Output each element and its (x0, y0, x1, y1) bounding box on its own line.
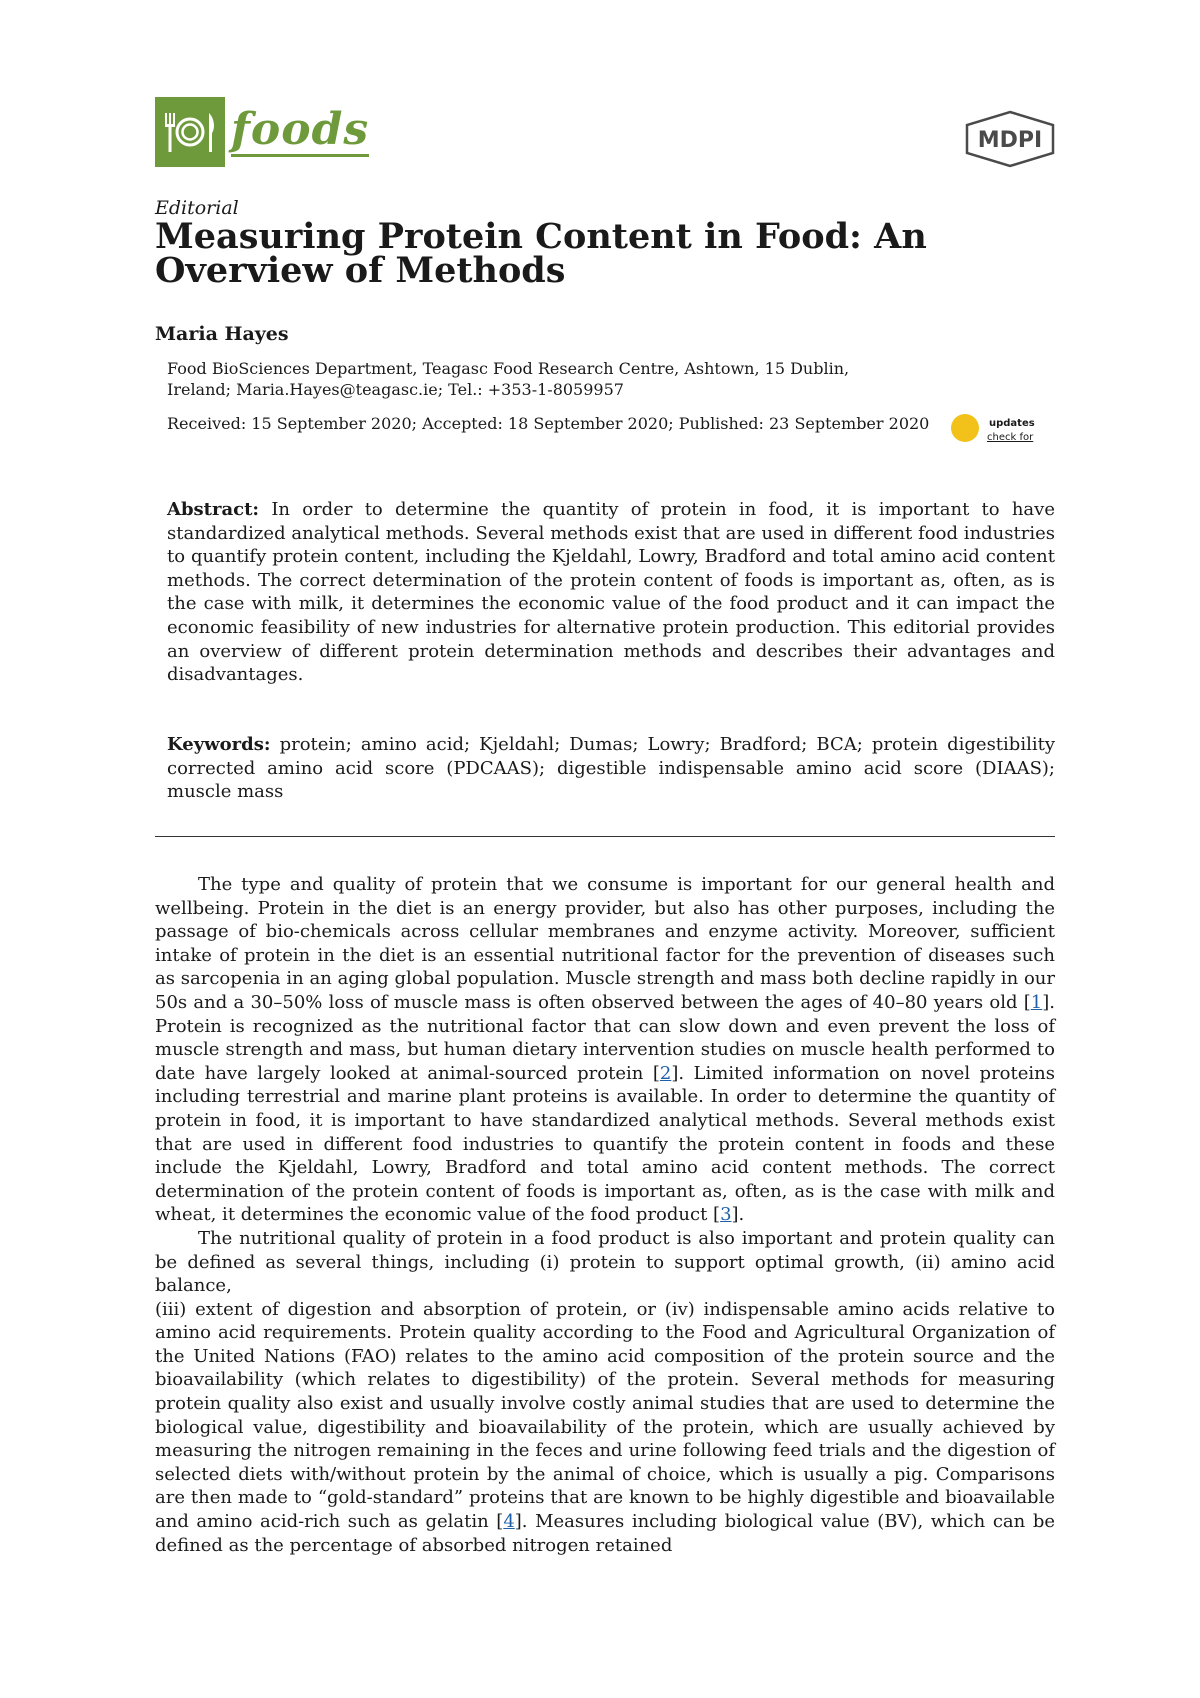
section-divider (155, 836, 1055, 837)
abstract-text: In order to determine the quantity of protein in food, it is important to have standardized analytical methods. Several methods exist that are used in different food industries to quantify protein content, including the Kjeldahl, Lowry, Bradford and total amino acid content methods. The correct determination of the protein content of foods is important as, often, as is the case with milk, it determines the economic value of the food product and it can impact the economic feasibility of new industries for alternative protein production. This editorial provides an overview of different protein determination methods and describes their advantages and disadvantages. (167, 499, 1055, 686)
abstract-label: Abstract: (167, 499, 260, 520)
text-run: ]. (731, 1204, 745, 1226)
check-updates-text-1: updates (989, 418, 1035, 429)
mdpi-logo (963, 110, 1057, 172)
keywords (167, 733, 1055, 804)
plate-cutlery-icon (155, 97, 225, 167)
text-run: The nutritional quality of protein in a food product is also important and protein quality can be defined as several things, including (i) protein to support optimal growth, (ii) amino acid balance, (155, 1227, 1055, 1297)
keywords-label: Keywords: (167, 734, 271, 755)
citation-link-4[interactable]: 4 (503, 1511, 515, 1533)
text-run: ]. Measures including biological value (BV), which can be defined as the percentage of absorbed nitrogen retained (155, 1511, 1055, 1556)
text-run: ]. Limited information on novel proteins including terrestrial and marine plant proteins is available. In order to determine the quantity of protein in food, it is important to have standardized analytical methods. Several methods exist that are used in different food industries to quantify the protein content in foods and these include the Kjeldahl, Lowry, Bradford and total amino acid content methods. The correct determination of the protein content of foods is important as, often, as is the case with milk and wheat, it determines the economic value of the food product [ (155, 1062, 1055, 1226)
abstract (167, 498, 1055, 687)
text-run: ]. Protein is recognized as the nutritional factor that can slow down and even prevent the loss of muscle strength and mass, but human dietary intervention studies on muscle health performed to date have largely looked at animal-sourced protein [ (155, 991, 1055, 1084)
publisher-name: MDPI (977, 128, 1043, 153)
paragraph (155, 1227, 1055, 1557)
body-text (155, 873, 1055, 1557)
text-run: (iii) extent of digestion and absorption of protein, or (iv) indispensable amino acids relative to amino acid requirements. Protein quality according to the Food and Agricultural Organization of the United Nations (FAO) relates to the amino acid composition of the protein source and the bioavailability (which relates to digestibility) of the protein. Several methods for measuring protein quality also exist and usually involve costly animal studies that are used to determine the biological value, digestibility and bioavailability of the protein, which are usually achieved by measuring the nitrogen remaining in the feces and urine following feed trials and the digestion of selected diets with/without protein by the animal of choice, which is usually a pig. Comparisons are then made to “gold-standard” proteins that are known to be highly digestible and bioavailable and amino acid-rich such as gelatin [ (155, 1298, 1055, 1533)
paper-title: Measuring Protein Content in Food: An Overview of Methods (155, 216, 927, 291)
journal-name: foods (231, 103, 370, 155)
author-affiliation: Food BioSciences Department, Teagasc Food Research Centre, Ashtown, 15 Dublin, Ireland; Maria.Hayes@teagasc.ie; Tel.: +353-1-8059957 (167, 359, 850, 399)
journal-logo (155, 97, 369, 167)
check-updates-text-2: check for (987, 432, 1034, 443)
author-name: Maria Hayes (155, 323, 289, 345)
article-type: Editorial (155, 197, 239, 219)
text-run: The type and quality of protein that we consume is important for our general health and wellbeing. Protein in the diet is an energy provider, but also has other purposes, including the passage of bio-chemicals across cellular membranes and enzyme activity. Moreover, sufficient intake of protein in the diet is an essential nutritional factor for the prevention of diseases such as sarcopenia in an aging global population. Muscle strength and mass both decline rapidly in our 50s and a 30–50% loss of muscle mass is often observed between the ages of 40–80 years old [ (155, 874, 1055, 1013)
citation-link-2[interactable]: 2 (659, 1062, 672, 1084)
paragraph (155, 873, 1055, 1227)
keywords-text: protein; amino acid; Kjeldahl; Dumas; Lowry; Bradford; BCA; protein digestibility corrected amino acid score (PDCAAS); digestible indispensable amino acid score (DIAAS); muscle mass (167, 734, 1055, 803)
citation-link-3[interactable]: 3 (720, 1204, 732, 1226)
citation-link-1[interactable]: 1 (1030, 991, 1043, 1013)
check-updates-icon (951, 414, 979, 442)
check-for-updates-badge[interactable] (951, 412, 1051, 452)
publication-dates: Received: 15 September 2020; Accepted: 18 September 2020; Published: 23 September 2020 (167, 414, 930, 433)
